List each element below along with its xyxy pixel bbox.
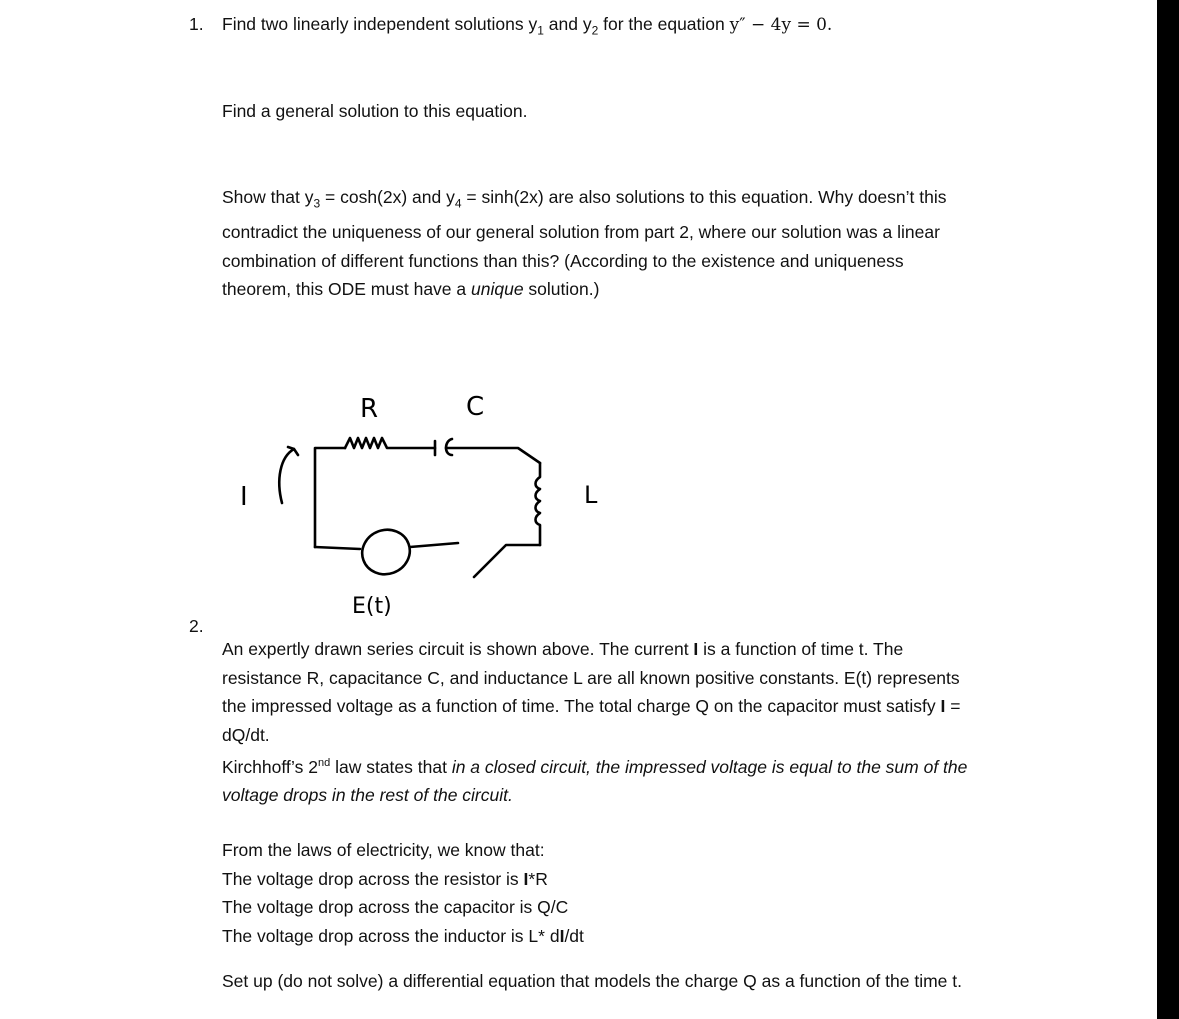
question-2-number: 2. <box>189 616 204 636</box>
window-edge-bar <box>1157 0 1179 1019</box>
circuit-diagram <box>220 385 598 625</box>
wire-top-right <box>446 448 540 463</box>
equation: y″ − 4y = 0. <box>729 15 833 35</box>
question-2-task: Set up (do not solve) a differential equation that models the charge Q as a function of the time t. <box>222 971 962 991</box>
label-c: C <box>466 392 485 422</box>
wire-source-right <box>410 543 458 547</box>
electricity-laws: From the laws of electricity, we know that: The voltage drop across the resistor is I*R The voltage drop across the capacitor is Q/C The voltage drop across the inductor is L* dI/dt <box>222 840 584 946</box>
question-1-prompt: Find two linearly independent solutions $y_1$ and $y_2$ for the equation y″ − 4y = 0. <box>222 14 833 38</box>
label-r: R <box>360 394 379 424</box>
label-i: I <box>240 482 248 512</box>
label-e: E(t) <box>352 594 392 619</box>
label-l: L <box>584 481 598 509</box>
inductor <box>536 463 541 545</box>
wire-left <box>315 448 345 547</box>
question-1-number: 1. <box>189 14 204 34</box>
question-1-part-3: Show that $y_3 = \cosh(2x)$ and $y_4 = \sinh(2x)$ are also solutions to this equation. Why doesn’t this contradict the uniqueness of our general solution from part 2, where our solution was a linear combination of different functions than this? (According to the existence and uniqueness theorem, this ODE must have a unique solution.) <box>222 187 947 299</box>
current-arrow <box>279 447 298 503</box>
wire-bottom-right <box>474 545 540 577</box>
question-1-part-2: Find a general solution to this equation. <box>222 101 528 121</box>
voltage-source <box>356 523 416 581</box>
resistor <box>345 438 435 448</box>
wire-bottom-left <box>315 547 360 549</box>
question-2-description: An expertly drawn series circuit is shown above. The current I is a function of time t. The resistance R, capacitance C, and inductance L are all known positive constants. E(t) represents the impressed voltage as a function of time. The total charge Q on the capacitor must satisfy I = dQ/dt. Kirchhoff’s 2nd law states that in a closed circuit, the impressed voltage is equal to the sum of the voltage drops in the rest of the circuit. <box>222 639 968 806</box>
